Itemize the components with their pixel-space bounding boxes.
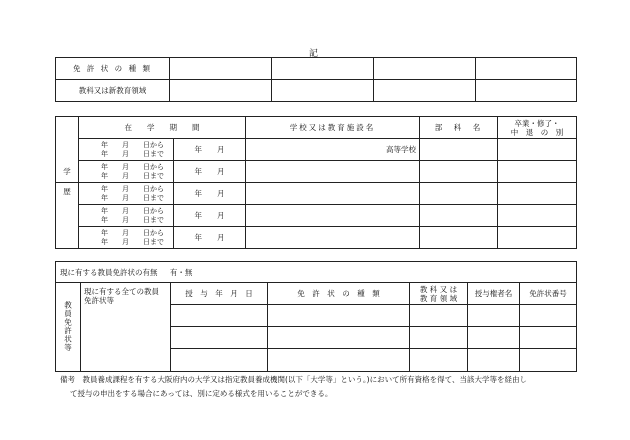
history-side-label-top: 学: [56, 117, 79, 183]
status-header-line2: 中 退 の 別: [510, 127, 564, 137]
history-row-4-from: 年 月 日から: [101, 206, 164, 215]
cert-row-3-authority[interactable]: [468, 349, 520, 372]
cert-existence-options[interactable]: 有・無: [169, 267, 193, 277]
cert-existence-row: [56, 262, 577, 283]
cert-row-1-authority[interactable]: [468, 305, 520, 327]
subject-field-label: 教科又は新教育領域: [56, 80, 170, 102]
status-header-line1: 卒業・修了・: [514, 118, 560, 128]
history-row-1-status[interactable]: [498, 139, 577, 161]
subject-field-4[interactable]: [476, 80, 577, 102]
status-header: [498, 117, 577, 139]
history-row-2-status[interactable]: [498, 161, 577, 183]
cert-number-header: 免許状番号: [520, 283, 577, 305]
certificate-table: [55, 261, 577, 372]
history-row-3-department[interactable]: [420, 183, 498, 205]
cert-authority-header: 授与権者名: [468, 283, 520, 305]
cert-row-3-type[interactable]: [268, 349, 410, 372]
cert-row-2-type[interactable]: [268, 327, 410, 349]
history-row-4-to: 年 月 日まで: [101, 215, 164, 224]
cert-date-header: 授 与 年 月 日: [171, 283, 268, 305]
history-row-1-department[interactable]: [420, 139, 498, 161]
history-row-2-period[interactable]: [79, 161, 174, 183]
history-row-4-status[interactable]: [498, 205, 577, 227]
history-side-label-bottom: 歴: [56, 183, 79, 249]
history-row-4-school[interactable]: [246, 205, 420, 227]
history-row-4-department[interactable]: [420, 205, 498, 227]
license-type-field-2[interactable]: [272, 58, 374, 80]
history-row-1-school[interactable]: 高等学校: [246, 139, 420, 161]
cert-current-label-line2: 免許状等: [84, 296, 114, 305]
license-type-field-3[interactable]: [374, 58, 476, 80]
cert-subject-header-line1: 教 科 又 は: [419, 284, 458, 294]
history-row-5-ym[interactable]: 年 月: [174, 227, 246, 249]
history-row-4-period[interactable]: [79, 205, 174, 227]
history-row-2-ym[interactable]: 年 月: [174, 161, 246, 183]
department-header: 部 科 名: [420, 117, 498, 139]
cert-row-2-date[interactable]: [171, 327, 268, 349]
academic-history-table: [55, 116, 577, 249]
history-row-3-school[interactable]: [246, 183, 420, 205]
license-type-label: 免 許 状 の 種 類: [56, 58, 170, 80]
history-row-2-to: 年 月 日まで: [101, 171, 164, 180]
history-row-3-status[interactable]: [498, 183, 577, 205]
history-row-1-from: 年 月 日から: [101, 140, 164, 149]
license-table: [55, 57, 577, 102]
subject-field-1[interactable]: [170, 80, 272, 102]
history-row-1-to: 年 月 日まで: [101, 149, 164, 158]
cert-subject-header-line2: 教 育 領 域: [419, 293, 458, 303]
history-row-5-from: 年 月 日から: [101, 228, 164, 237]
footnote-line2: て授与の申出をする場合にあっては、別に定める様式を用いることができる。: [70, 389, 333, 398]
history-row-3-ym[interactable]: 年 月: [174, 183, 246, 205]
cert-type-header: 免 許 状 の 種 類: [268, 283, 410, 305]
history-row-2-department[interactable]: [420, 161, 498, 183]
cert-current-label-cell: [81, 283, 171, 372]
history-row-3-period[interactable]: [79, 183, 174, 205]
cert-existence-label: 現に有する教員免許状の有無: [60, 267, 158, 277]
school-header: 学校又は教育施設名: [246, 117, 420, 139]
document-title: 記: [309, 49, 319, 59]
history-row-5-department[interactable]: [420, 227, 498, 249]
footnote-line1: 備考 教員養成課程を有する大阪府内の大学又は指定教員養成機関(以下「大学等」という。)において所有資格を得て、当該大学等を経由し: [60, 375, 527, 384]
history-row-2-from: 年 月 日から: [101, 162, 164, 171]
history-row-1-ym[interactable]: 年 月: [174, 139, 246, 161]
history-row-2-school[interactable]: [246, 161, 420, 183]
cert-row-1-subject[interactable]: [410, 305, 468, 327]
license-type-field-1[interactable]: [170, 58, 272, 80]
cert-row-2-subject[interactable]: [410, 327, 468, 349]
cert-side-label-cell: [56, 283, 81, 372]
cert-row-1-date[interactable]: [171, 305, 268, 327]
history-row-1-period[interactable]: [79, 139, 174, 161]
cert-row-3-date[interactable]: [171, 349, 268, 372]
subject-field-3[interactable]: [374, 80, 476, 102]
license-type-field-4[interactable]: [476, 58, 577, 80]
cert-row-2-number[interactable]: [520, 327, 577, 349]
period-header: 在 学 期 間: [79, 117, 246, 139]
history-row-3-to: 年 月 日まで: [101, 193, 164, 202]
history-row-5-status[interactable]: [498, 227, 577, 249]
history-row-5-to: 年 月 日まで: [101, 237, 164, 246]
history-row-4-ym[interactable]: 年 月: [174, 205, 246, 227]
cert-current-label-line1: 現に有する全ての教員: [84, 287, 159, 296]
history-row-5-school[interactable]: [246, 227, 420, 249]
cert-row-1-type[interactable]: [268, 305, 410, 327]
cert-row-1-number[interactable]: [520, 305, 577, 327]
history-row-3-from: 年 月 日から: [101, 184, 164, 193]
cert-subject-header: [410, 283, 468, 305]
cert-side-label: 教員免許状等: [63, 300, 73, 352]
cert-row-3-subject[interactable]: [410, 349, 468, 372]
cert-row-3-number[interactable]: [520, 349, 577, 372]
history-row-5-period[interactable]: [79, 227, 174, 249]
subject-field-2[interactable]: [272, 80, 374, 102]
cert-row-2-authority[interactable]: [468, 327, 520, 349]
